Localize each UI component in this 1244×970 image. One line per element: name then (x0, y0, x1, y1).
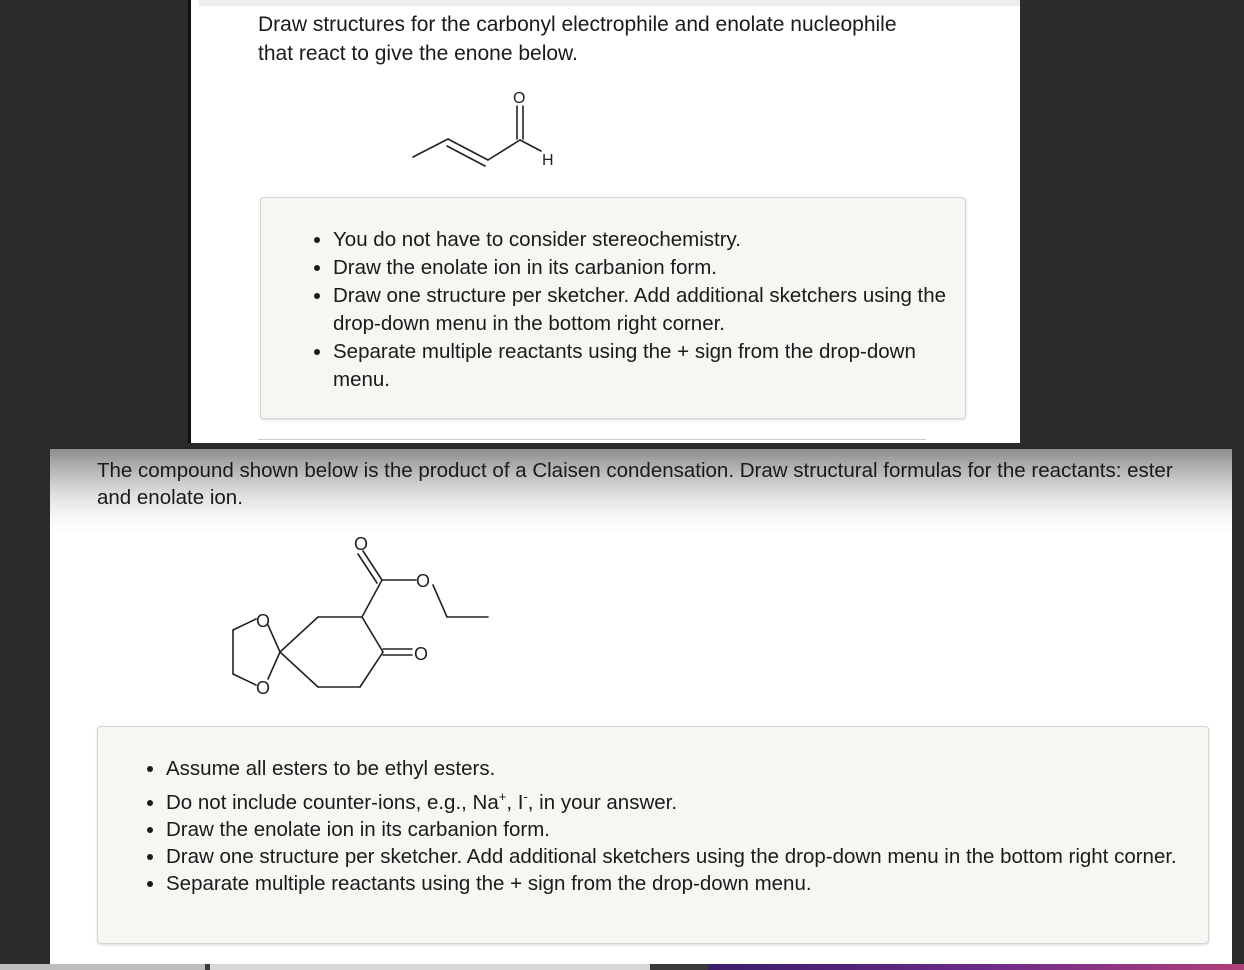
instruction-item: • Draw one structure per sketcher. Add additional sketchers using the drop-down menu in the bottom right corner. (333, 282, 947, 338)
instruction-item: • Separate multiple reactants using the + sign from the drop-down menu. (333, 338, 947, 394)
question-2-instructions (97, 726, 1209, 944)
ester-carbonyl-o-label: O (354, 534, 369, 554)
ring-bond (362, 617, 383, 652)
question-1-prompt: Draw structures for the carbonyl electrophile and enolate nucleophile that react to give the enone below. (258, 13, 897, 65)
question-1-instructions (260, 197, 966, 419)
counterion-text-suffix: , in your answer. (527, 791, 678, 814)
bond-ring-ester (362, 580, 382, 617)
counterion-text-prefix: Do not include counter-ions, e.g., Na (166, 791, 499, 814)
claisen-product-structure (220, 529, 510, 709)
ketal-o-top-label: O (256, 611, 271, 631)
instruction-item: • Draw one structure per sketcher. Add additional sketchers using the drop-down menu in the bottom right corner. (166, 843, 1188, 870)
ketal-o-bottom-label: O (256, 678, 271, 698)
taskbar-segment (0, 964, 205, 970)
taskbar-strip (0, 964, 1244, 970)
sodium-charge: + (498, 789, 507, 804)
hydrogen-label: H (542, 152, 554, 169)
counterion-text-mid: , I (506, 791, 524, 814)
ring-bond (280, 652, 318, 687)
instruction-item: • Assume all esters to be ethyl esters. (166, 755, 1188, 782)
ketone-o-label: O (414, 644, 429, 664)
instruction-item-counterions (166, 789, 1188, 816)
question-2-panel (50, 449, 1232, 964)
instruction-item: • Draw the enolate ion in its carbanion form. (166, 816, 1188, 843)
dioxolane-bond (233, 619, 256, 630)
divider (258, 439, 926, 440)
taskbar-segment (708, 964, 1244, 970)
dioxolane-bond (233, 674, 256, 685)
question-1-panel (188, 0, 1020, 443)
bond-c-c (488, 140, 520, 160)
taskbar-segment (210, 964, 650, 970)
bond-o-ch2 (433, 585, 447, 617)
instruction-item: • Separate multiple reactants using the + sign from the drop-down menu. (166, 870, 1188, 897)
dioxolane-bond (268, 652, 280, 679)
ester-o-label: O (416, 571, 431, 591)
ring-bond (280, 617, 318, 652)
instruction-item: • You do not have to consider stereochemistry. (333, 226, 947, 254)
bond-c-h (520, 140, 541, 151)
bond-ch3 (413, 139, 448, 157)
enone-structure (411, 84, 571, 174)
instruction-item: • Draw the enolate ion in its carbanion form. (333, 254, 947, 282)
iodide-charge: - (523, 789, 528, 804)
top-strip (199, 0, 1020, 6)
oxygen-label: O (513, 90, 526, 107)
question-2-prompt: The compound shown below is the product of a Claisen condensation. Draw structural formulas for the reactants: ester and enolate ion. (97, 459, 1173, 509)
ring-bond (360, 652, 383, 687)
